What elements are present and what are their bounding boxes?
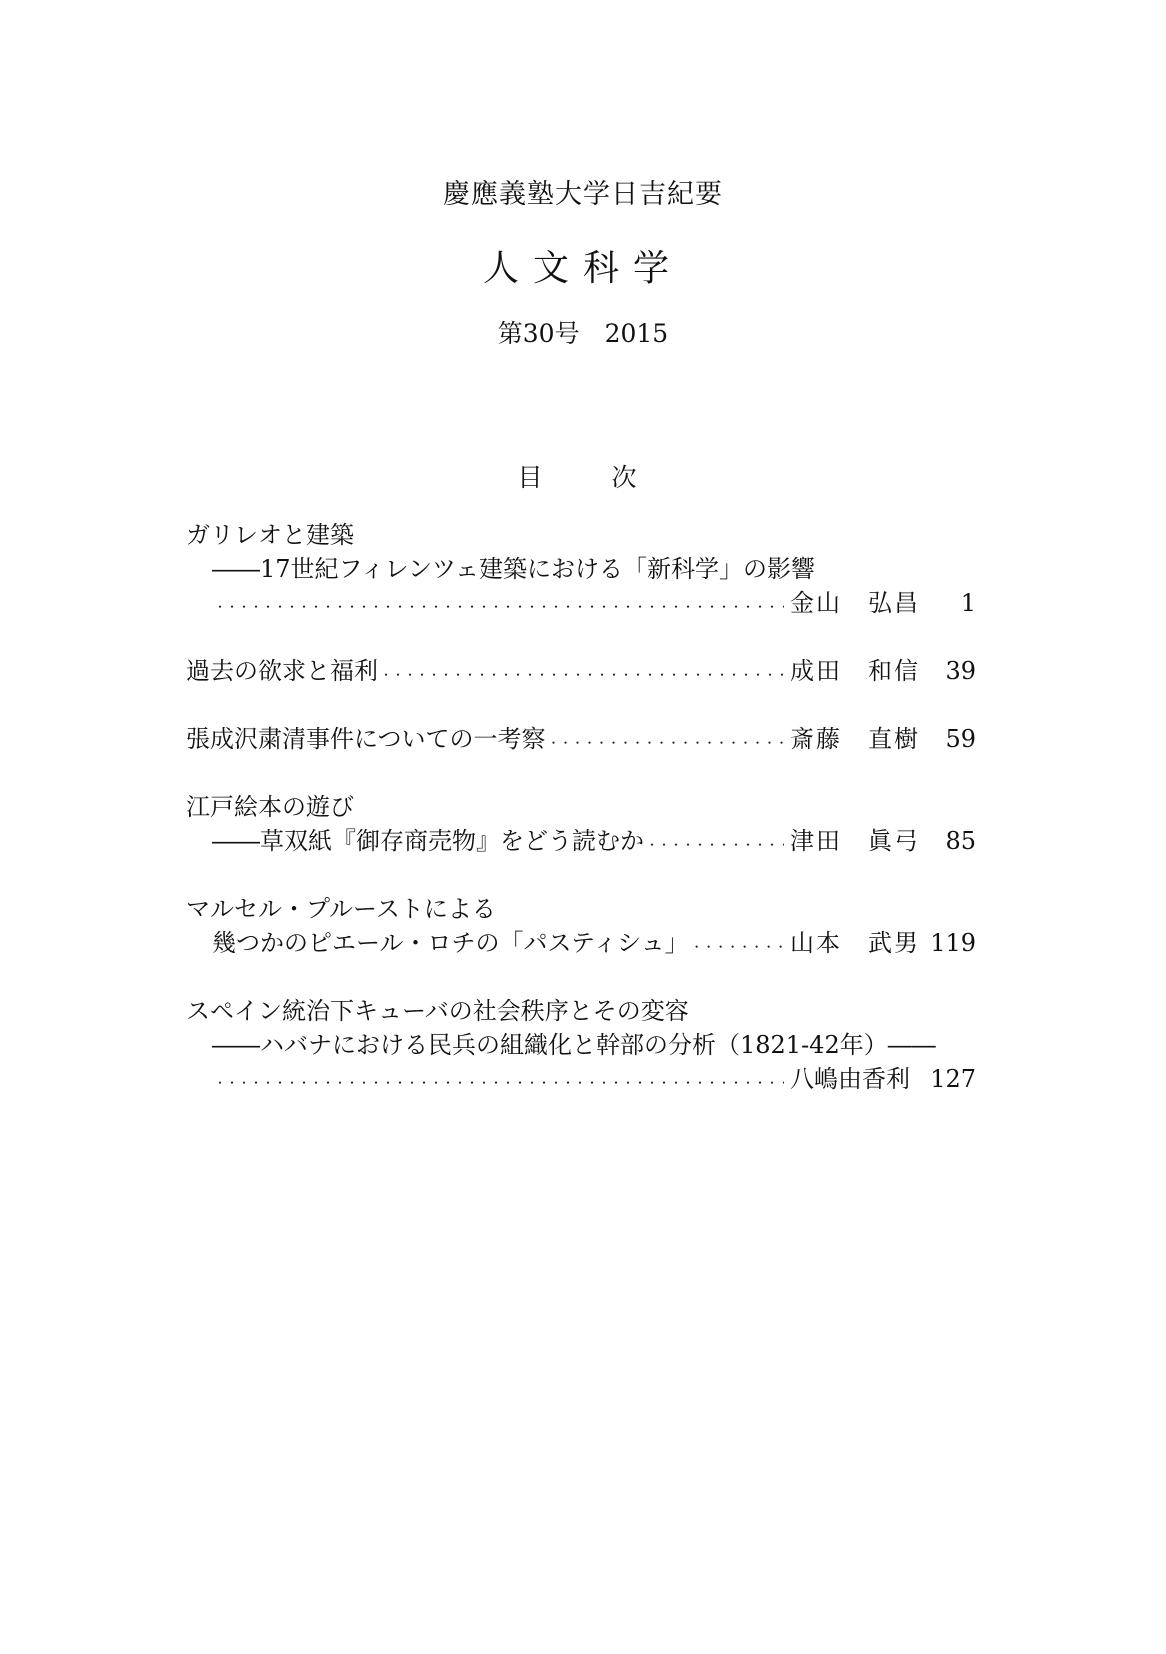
toc-entry-title-line [186, 518, 976, 552]
toc-entry-page: 1 [960, 589, 976, 617]
toc-entry-subtitle-line [186, 1028, 976, 1062]
toc-entry-title: スペイン統治下キューバの社会秩序とその変容 [186, 997, 689, 1025]
toc-entry-title: マルセル・プルーストによる [186, 895, 496, 923]
dot-leader [548, 722, 784, 760]
toc-entry-author: 金山 弘昌 [790, 589, 918, 617]
toc-entry-title-line [186, 654, 976, 688]
toc-entry-page: 59 [945, 725, 976, 753]
issue-number: 第30号 2015 [497, 319, 669, 348]
toc-entry-title: 過去の欲求と福利 [186, 657, 378, 685]
toc-entry [186, 722, 976, 756]
dot-leader [691, 926, 784, 964]
toc-entry-page: 119 [930, 929, 976, 957]
toc-entry [186, 892, 976, 960]
journal-main-title: 人文科学 [482, 248, 683, 289]
toc-heading: 目 次 [517, 463, 659, 492]
toc-entry-subtitle: 幾つかのピエール・ロチの「パスティシュ」 [212, 929, 689, 957]
toc-entry-author: 斎藤 直樹 [790, 725, 918, 753]
toc-entry-title-line [186, 790, 976, 824]
table-of-contents [186, 518, 976, 1130]
toc-entry-title: 江戸絵本の遊び [186, 793, 354, 821]
journal-series-title: 慶應義塾大学日吉紀要 [443, 179, 723, 210]
toc-entry-author: 山本 武男 [790, 929, 918, 957]
toc-entry-author: 成田 和信 [790, 657, 918, 685]
dot-leader [214, 586, 784, 624]
dot-leader [214, 1062, 784, 1100]
toc-entry-page: 127 [930, 1065, 976, 1093]
toc-entry-page: 39 [945, 657, 976, 685]
toc-entry-title-line [186, 994, 976, 1028]
toc-entry-author: 津田 眞弓 [790, 827, 918, 855]
toc-entry-subtitle: ――ハバナにおける民兵の組織化と幹部の分析（1821-42年）―― [212, 1031, 936, 1059]
toc-entry [186, 654, 976, 688]
toc-entry-subtitle-line [186, 552, 976, 586]
toc-entry-page: 85 [945, 827, 976, 855]
toc-entry-leader-line [186, 586, 976, 620]
toc-entry-subtitle: ――草双紙『御存商売物』をどう読むか [212, 827, 644, 855]
toc-entry-author: 八嶋由香利 [790, 1065, 910, 1093]
toc-entry-subtitle: ――17世紀フィレンツェ建築における「新科学」の影響 [212, 555, 816, 583]
toc-entry-title: 張成沢粛清事件についての一考察 [186, 725, 546, 753]
toc-entry [186, 790, 976, 858]
toc-entry-leader-line [186, 1062, 976, 1096]
toc-entry-title-line [186, 722, 976, 756]
toc-entry-subtitle-line [186, 926, 976, 960]
toc-entry [186, 994, 976, 1096]
toc-entry-subtitle-line [186, 824, 976, 858]
toc-entry-title-line [186, 892, 976, 926]
dot-leader [646, 824, 784, 862]
toc-entry [186, 518, 976, 620]
toc-entry-title: ガリレオと建築 [186, 521, 354, 549]
dot-leader [380, 654, 784, 692]
